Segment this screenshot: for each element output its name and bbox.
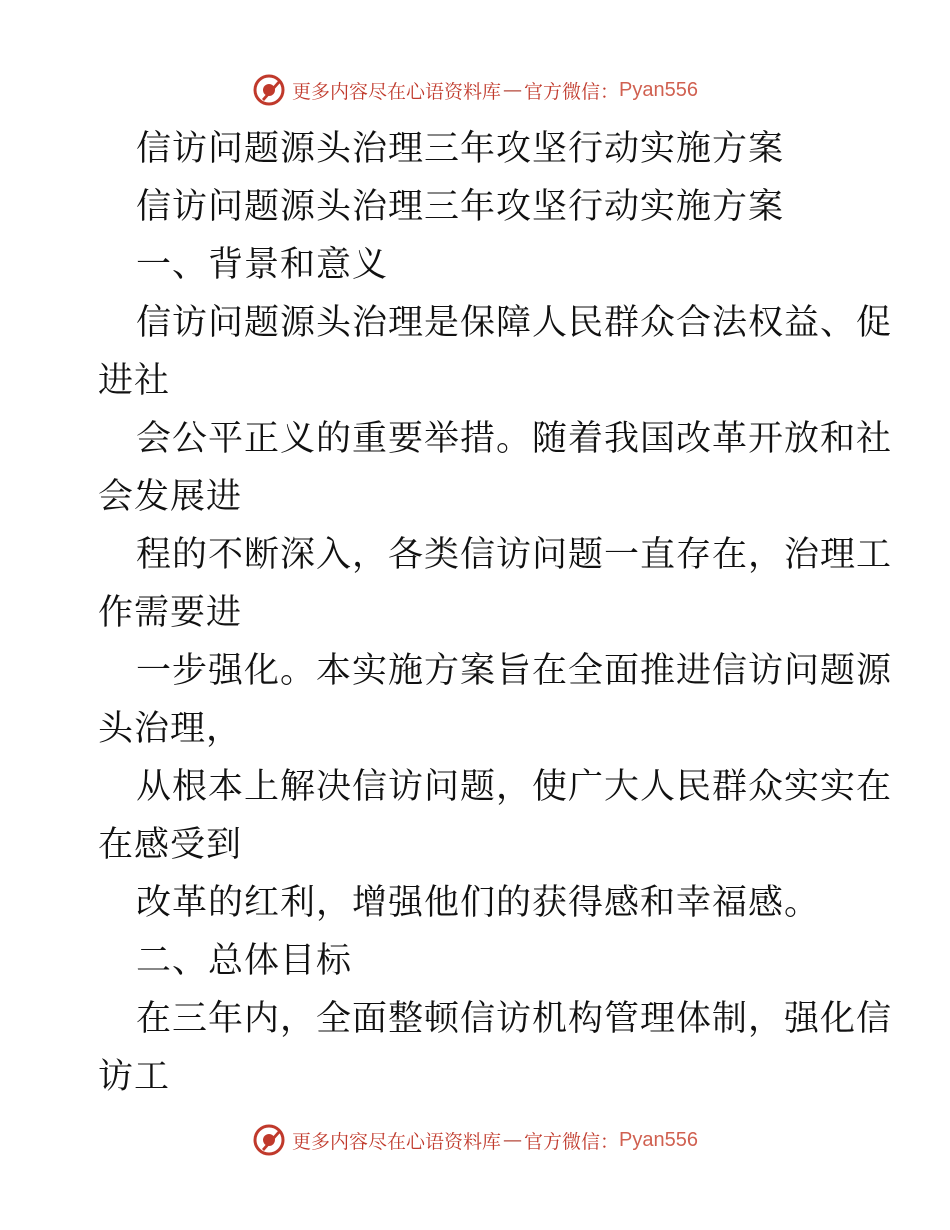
footer-title: 更多内容尽在心语资料库: [292, 1130, 502, 1153]
paragraph-line: 信访问题源头治理是保障人民群众合法权益、促: [136, 303, 893, 343]
paragraph-line-wrap: 会发展进: [98, 477, 243, 517]
paragraph-line-wrap: 在感受到: [98, 825, 243, 865]
paragraph-line: 改革的红利，增强他们的获得感和幸福感。: [136, 883, 821, 923]
header-banner: [0, 70, 950, 110]
logo-icon: [252, 73, 286, 107]
footer-banner: [0, 1120, 950, 1160]
header-wechat-label: 官方微信：: [524, 80, 620, 103]
section-heading-1: 一、背景和意义: [136, 245, 389, 285]
paragraph-line: 会公平正义的重要举措。随着我国改革开放和社: [136, 419, 893, 459]
document-body: [98, 120, 893, 1106]
paragraph-line-wrap: 作需要进: [98, 593, 243, 633]
header-wechat-id: Pyan556: [619, 78, 698, 101]
paragraph-line: 从根本上解决信访问题，使广大人民群众实实在: [136, 767, 893, 807]
paragraph-line-wrap: 访工: [98, 1057, 171, 1097]
doc-title: 信访问题源头治理三年攻坚行动实施方案: [136, 129, 785, 169]
paragraph-line: 在三年内，全面整顿信访机构管理体制，强化信: [136, 999, 893, 1039]
paragraph-line-wrap: 进社: [98, 361, 171, 401]
footer-banner-text: [292, 1127, 698, 1154]
doc-subtitle: 信访问题源头治理三年攻坚行动实施方案: [136, 187, 785, 227]
logo-icon: [252, 1123, 286, 1157]
footer-wechat-label: 官方微信：: [524, 1130, 620, 1153]
section-heading-2: 二、总体目标: [136, 941, 353, 981]
paragraph-line: 一步强化。本实施方案旨在全面推进信访问题源: [136, 651, 893, 691]
footer-dash: —: [503, 1129, 523, 1151]
header-banner-text: [292, 77, 698, 104]
header-title: 更多内容尽在心语资料库: [292, 80, 502, 103]
paragraph-line: 程的不断深入，各类信访问题一直存在，治理工: [136, 535, 893, 575]
paragraph-line-wrap: 头治理，: [98, 709, 243, 749]
footer-wechat-id: Pyan556: [619, 1128, 698, 1151]
header-dash: —: [503, 79, 523, 101]
